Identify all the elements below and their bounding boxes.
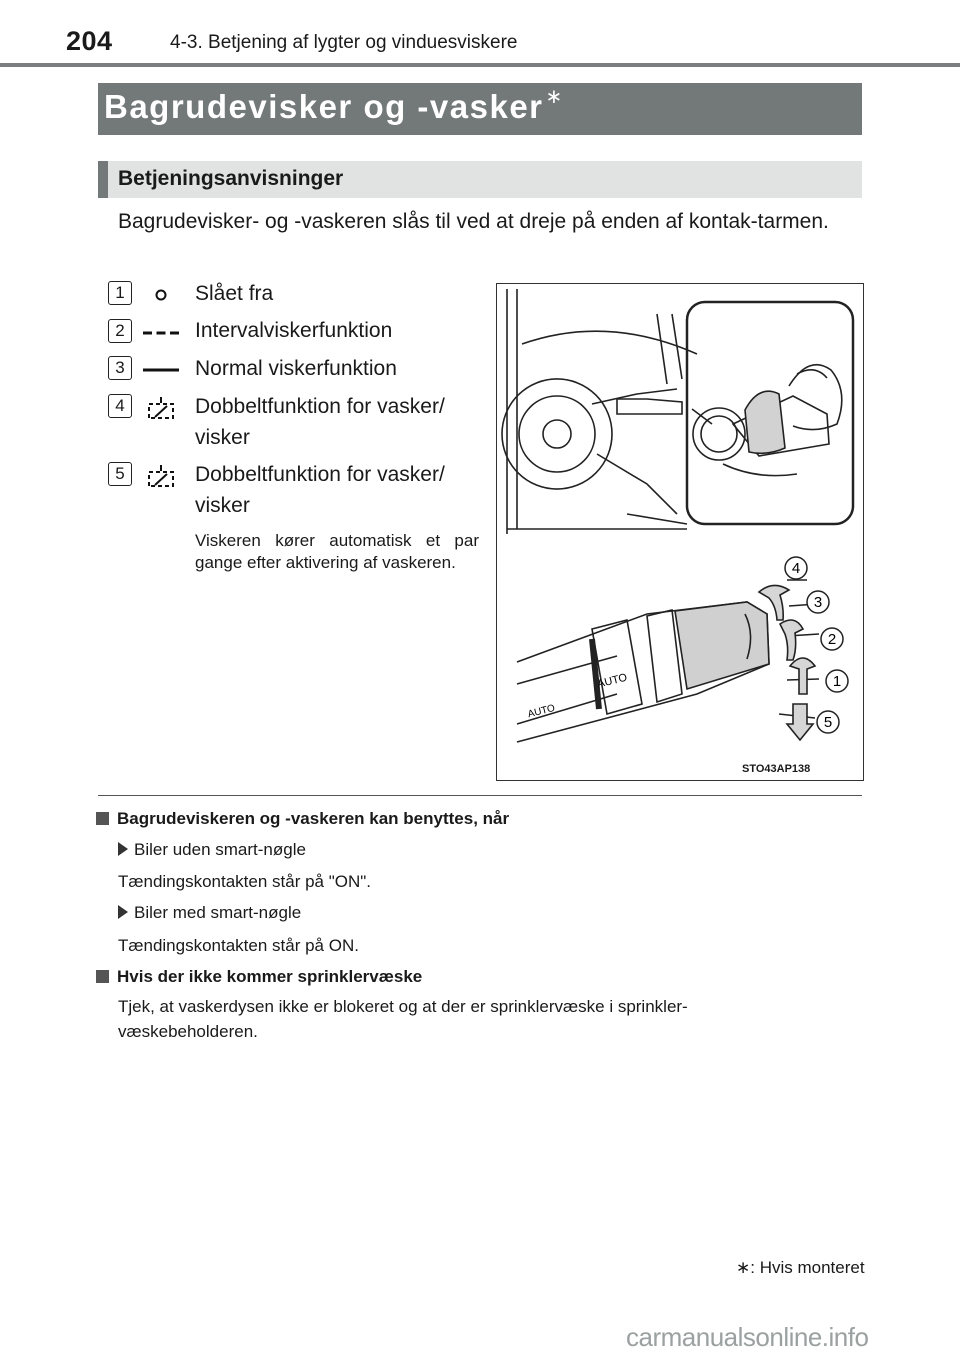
position-number-2: 2 xyxy=(108,319,132,343)
subsection-title: Betjeningsanvisninger xyxy=(118,167,344,190)
solid-line-icon xyxy=(142,357,180,383)
washer-check-text-line1: Tjek, at vaskerdysen ikke er blokeret og at der er sprinklervæske i sprinkler- xyxy=(118,997,688,1016)
bullet-with-smart-key-text: Biler med smart-nøgle xyxy=(134,903,302,922)
ignition-on-text-1: Tændingskontakten står på "ON". xyxy=(118,872,372,891)
callout-1: 1 xyxy=(832,673,842,690)
header-rule xyxy=(0,63,960,67)
heading-no-washer-fluid-text: Hvis der ikke kommer sprinklervæske xyxy=(117,967,423,986)
position-label-1: Slået fra xyxy=(195,282,274,305)
intro-text: Bagrudevisker- og -vaskeren slås til ved at dreje på enden af kontak-tarmen. xyxy=(118,210,829,233)
bullet-without-smart-key xyxy=(118,840,306,860)
callout-5: 5 xyxy=(823,714,833,731)
heading-usage-conditions xyxy=(96,809,509,829)
position-number-3: 3 xyxy=(108,356,132,380)
bullet-with-smart-key xyxy=(118,903,301,923)
auto-label-lever: AUTO xyxy=(526,702,557,721)
position-label-5-cont: visker xyxy=(195,494,250,517)
square-bullet-icon xyxy=(96,970,109,983)
position-number-1: 1 xyxy=(108,281,132,305)
position-number-4: 4 xyxy=(108,394,132,418)
footnote: ∗: Hvis monteret xyxy=(736,1258,865,1277)
diagram-illustration xyxy=(497,284,863,780)
triangle-bullet-icon xyxy=(118,842,128,856)
position-label-3: Normal viskerfunktion xyxy=(195,357,397,380)
washer-wiper-icon xyxy=(142,395,180,421)
note-text: Viskeren kører automatisk et par gange efter aktivering af vaskeren. xyxy=(195,531,479,572)
watermark: carmanualsonline.info xyxy=(626,1322,869,1352)
chapter-title: 4-3. Betjening af lygter og vinduesviskere xyxy=(170,32,518,53)
callout-3: 3 xyxy=(813,594,823,611)
heading-no-washer-fluid xyxy=(96,967,422,987)
position-label-4-cont: visker xyxy=(195,426,250,449)
washer-wiper-icon xyxy=(142,463,180,489)
dashed-line-icon xyxy=(142,320,180,346)
off-circle-icon xyxy=(142,282,180,308)
bullet-without-smart-key-text: Biler uden smart-nøgle xyxy=(134,840,306,859)
diagram-code: STO43AP138 xyxy=(742,763,811,775)
ignition-on-text-2: Tændingskontakten står på ON. xyxy=(118,936,359,955)
square-bullet-icon xyxy=(96,812,109,825)
callout-4: 4 xyxy=(791,560,801,577)
auto-label-switch: AUTO xyxy=(596,671,629,691)
subsection-bar-accent xyxy=(98,161,108,198)
asterisk-mark: ∗ xyxy=(545,86,564,108)
section-title xyxy=(104,88,564,126)
section-divider xyxy=(98,795,862,796)
page-number: 204 xyxy=(66,26,113,56)
position-number-5: 5 xyxy=(108,462,132,486)
position-label-2: Intervalviskerfunktion xyxy=(195,319,393,342)
position-label-5: Dobbeltfunktion for vasker/ xyxy=(195,463,445,486)
triangle-bullet-icon xyxy=(118,905,128,919)
section-title-text: Bagrudevisker og -vasker xyxy=(104,88,544,125)
heading-usage-conditions-text: Bagrudeviskeren og -vaskeren kan benyttes, når xyxy=(117,809,510,828)
washer-check-text-line2: væskebeholderen. xyxy=(118,1022,258,1041)
wiper-switch-diagram xyxy=(496,283,864,781)
callout-2: 2 xyxy=(827,631,837,648)
position-label-4: Dobbeltfunktion for vasker/ xyxy=(195,395,445,418)
